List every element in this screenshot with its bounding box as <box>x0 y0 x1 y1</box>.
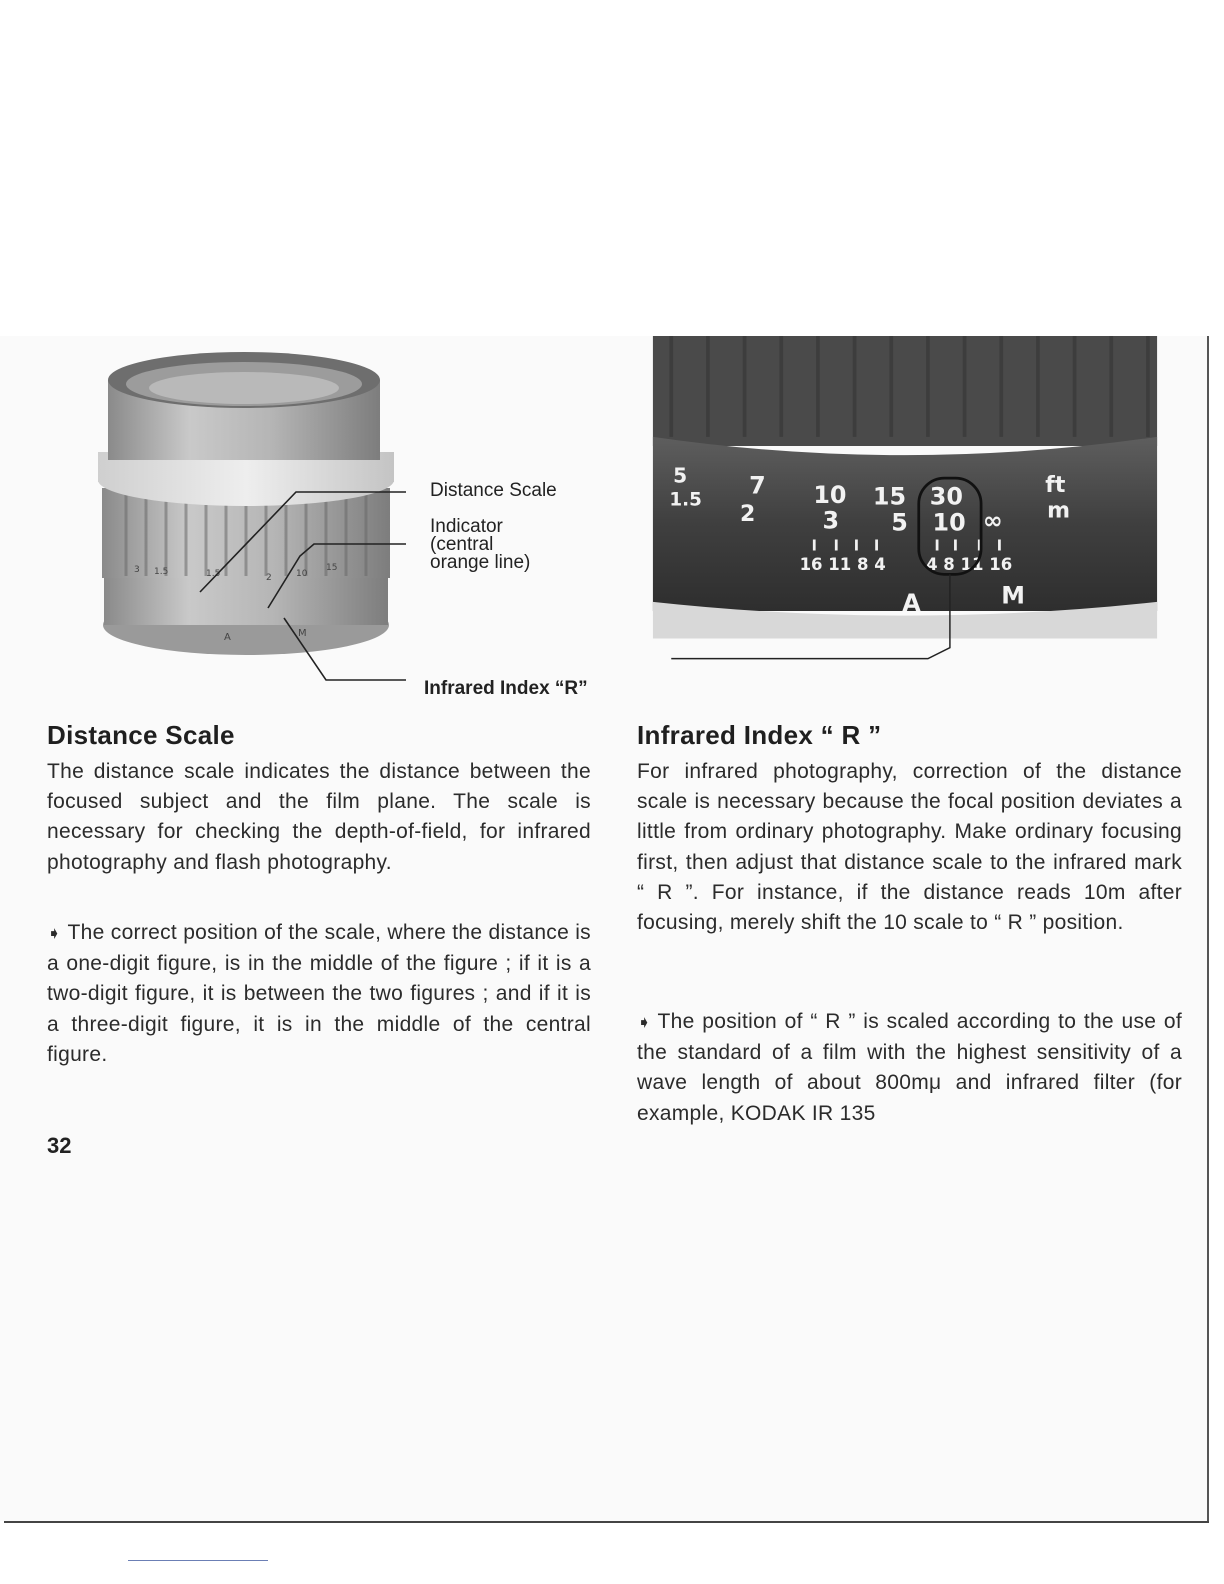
svg-text:A: A <box>224 632 231 643</box>
ft-5: 5 <box>673 463 688 488</box>
svg-text:3: 3 <box>822 506 840 535</box>
svg-text:5: 5 <box>891 508 908 537</box>
distance-scale-paragraph-2 <box>47 918 591 1070</box>
infrared-paragraph-2-text: The position of “ R ” is scaled according to the use of the standard of a film with the highest sensitivity of a wave length of about 800mμ and infrared filter (for example, KODAK IR 135 <box>637 1010 1182 1125</box>
callout-indicator <box>430 518 580 572</box>
svg-text:15: 15 <box>872 482 907 511</box>
distance-scale-paragraph-1: The distance scale indicates the distance between the focused subject and the film plane. The scale is necessary for checking the depth-of-field, for infrared photography and flash photography. <box>47 760 591 874</box>
scale-photo <box>630 336 1180 666</box>
right-border <box>1207 336 1209 1522</box>
svg-text:10: 10 <box>813 480 847 509</box>
callout-infrared-index: Infrared Index “R” <box>424 678 588 699</box>
svg-text:10: 10 <box>932 508 966 537</box>
svg-text:4 8 11 16: 4 8 11 16 <box>926 554 1013 574</box>
svg-text:∞: ∞ <box>982 506 1003 535</box>
distance-scale-paragraph-2-text: The correct position of the scale, where the distance is a one-digit figure, is in the middle of the figure ; if it is a two-digit figure, it is between the two figures ; and if it is a three-digit figure, it is in the middle of the central figure. <box>47 921 591 1066</box>
section-heading-distance-scale: Distance Scale <box>47 720 235 750</box>
svg-text:3: 3 <box>134 565 140 575</box>
svg-text:2: 2 <box>266 573 272 583</box>
svg-text:ft: ft <box>1045 472 1066 498</box>
arrow-bullet-icon: ➧ <box>47 924 62 943</box>
footnote-rule <box>128 1560 268 1561</box>
svg-text:M: M <box>1001 581 1025 610</box>
callout-distance-scale: Distance Scale <box>430 480 557 501</box>
arrow-bullet-icon: ➧ <box>637 1013 652 1032</box>
svg-text:2: 2 <box>740 502 756 528</box>
svg-text:15: 15 <box>326 563 338 573</box>
svg-text:10: 10 <box>296 569 308 579</box>
callout-indicator-line-1: Indicator <box>430 516 503 537</box>
svg-text:A: A <box>902 589 921 617</box>
svg-text:1.5: 1.5 <box>669 489 702 511</box>
callout-indicator-line-3: orange line) <box>430 552 531 573</box>
svg-text:16 11 8 4: 16 11 8 4 <box>799 554 886 574</box>
svg-text:M: M <box>298 628 307 639</box>
infrared-paragraph-1: For infrared photography, correction of the distance scale is necessary because the focal position deviates a little from ordinary photography. Make ordinary focusing first, then adjust that distance scale to the infrared mark “ R ”. For instance, if the distance reads 10m after focusing, merely shift the 10 scale to “ R ” position. <box>637 760 1182 935</box>
bottom-border <box>4 1521 1209 1523</box>
callout-indicator-line-2: (central <box>430 534 494 555</box>
infrared-paragraph-2 <box>637 1007 1182 1129</box>
lens-photo <box>96 340 416 690</box>
section-heading-infrared-index: Infrared Index “ R ” <box>637 720 882 750</box>
svg-text:1.5: 1.5 <box>206 569 221 579</box>
svg-text:7: 7 <box>749 471 766 500</box>
svg-text:1.5: 1.5 <box>154 567 169 577</box>
page-number: 32 <box>47 1133 72 1158</box>
svg-text:m: m <box>1047 498 1071 524</box>
svg-text:30: 30 <box>929 482 963 511</box>
